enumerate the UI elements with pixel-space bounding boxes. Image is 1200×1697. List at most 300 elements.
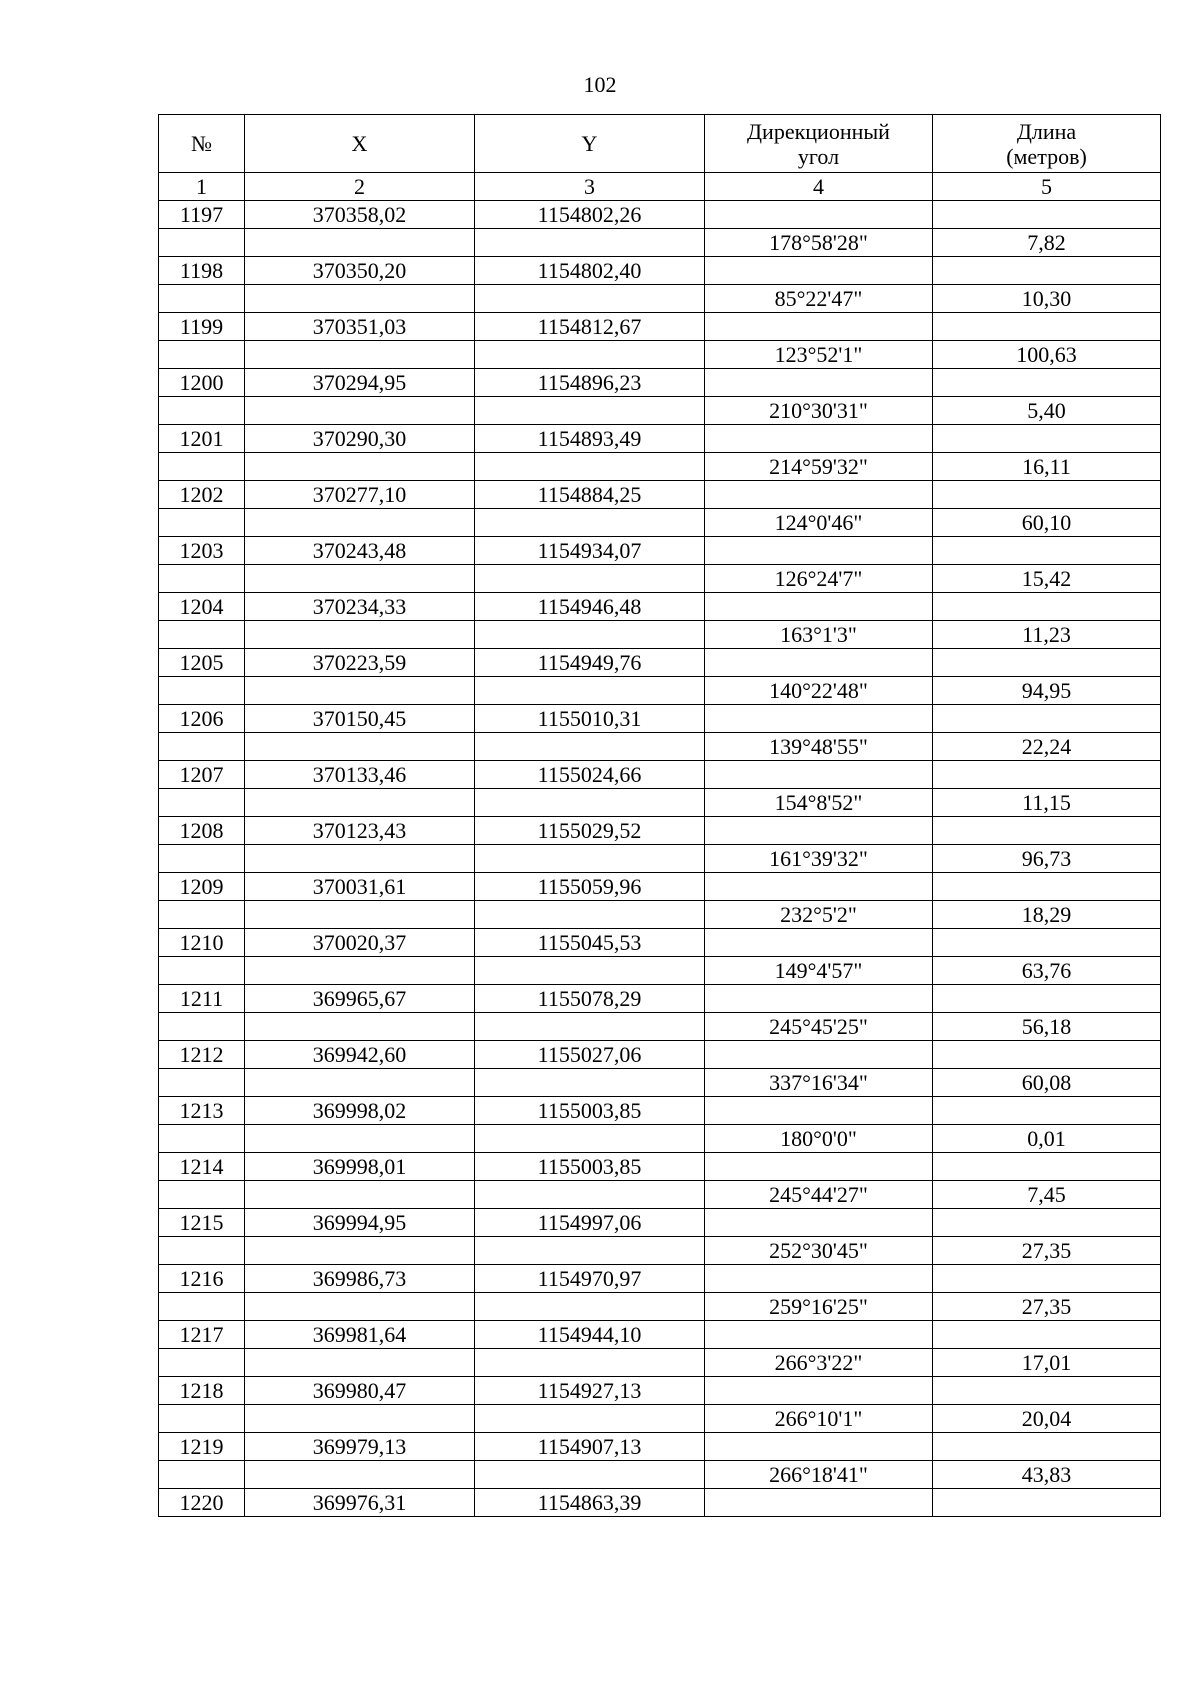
point-row <box>159 593 1161 621</box>
empty-cell <box>475 1405 705 1433</box>
segment-angle: 266°10'1" <box>705 1405 933 1433</box>
empty-cell <box>705 1209 933 1237</box>
point-x: 370020,37 <box>245 929 475 957</box>
segment-row <box>159 453 1161 481</box>
segment-row <box>159 1125 1161 1153</box>
empty-cell <box>159 397 245 425</box>
empty-cell <box>159 565 245 593</box>
segment-angle: 266°3'22" <box>705 1349 933 1377</box>
empty-cell <box>933 761 1161 789</box>
point-row <box>159 985 1161 1013</box>
segment-row <box>159 1069 1161 1097</box>
empty-cell <box>159 509 245 537</box>
empty-cell <box>475 453 705 481</box>
segment-row <box>159 1237 1161 1265</box>
point-row <box>159 1041 1161 1069</box>
segment-angle: 85°22'47" <box>705 285 933 313</box>
point-y: 1154927,13 <box>475 1377 705 1405</box>
point-row <box>159 1321 1161 1349</box>
point-y: 1154884,25 <box>475 481 705 509</box>
empty-cell <box>475 229 705 257</box>
empty-cell <box>705 985 933 1013</box>
point-x: 370223,59 <box>245 649 475 677</box>
empty-cell <box>705 369 933 397</box>
empty-cell <box>475 341 705 369</box>
point-number: 1199 <box>159 313 245 341</box>
empty-cell <box>245 397 475 425</box>
segment-length: 56,18 <box>933 1013 1161 1041</box>
segment-length: 20,04 <box>933 1405 1161 1433</box>
segment-angle: 178°58'28" <box>705 229 933 257</box>
segment-angle: 126°24'7" <box>705 565 933 593</box>
empty-cell <box>933 649 1161 677</box>
empty-cell <box>933 985 1161 1013</box>
segment-row <box>159 677 1161 705</box>
point-y: 1154863,39 <box>475 1489 705 1517</box>
point-number: 1200 <box>159 369 245 397</box>
segment-length: 27,35 <box>933 1293 1161 1321</box>
segment-length: 100,63 <box>933 341 1161 369</box>
point-row <box>159 313 1161 341</box>
point-row <box>159 705 1161 733</box>
segment-length: 60,10 <box>933 509 1161 537</box>
point-number: 1204 <box>159 593 245 621</box>
empty-cell <box>705 929 933 957</box>
empty-cell <box>475 1125 705 1153</box>
empty-cell <box>159 1405 245 1433</box>
segment-length: 10,30 <box>933 285 1161 313</box>
empty-cell <box>245 789 475 817</box>
segment-length: 60,08 <box>933 1069 1161 1097</box>
segment-row <box>159 397 1161 425</box>
empty-cell <box>159 789 245 817</box>
point-x: 370294,95 <box>245 369 475 397</box>
empty-cell <box>705 257 933 285</box>
header-length <box>933 115 1161 173</box>
segment-angle: 252°30'45" <box>705 1237 933 1265</box>
empty-cell <box>933 817 1161 845</box>
empty-cell <box>159 901 245 929</box>
column-number: 2 <box>245 173 475 201</box>
point-number: 1202 <box>159 481 245 509</box>
header-length-line2: (метров) <box>1006 143 1087 169</box>
header-direction-angle-line1: Дирекционный <box>747 118 890 144</box>
segment-length: 7,45 <box>933 1181 1161 1209</box>
segment-length: 63,76 <box>933 957 1161 985</box>
point-number: 1213 <box>159 1097 245 1125</box>
segment-row <box>159 901 1161 929</box>
empty-cell <box>933 873 1161 901</box>
header-y: Y <box>475 115 705 173</box>
point-x: 369994,95 <box>245 1209 475 1237</box>
empty-cell <box>245 845 475 873</box>
point-x: 370123,43 <box>245 817 475 845</box>
point-y: 1154907,13 <box>475 1433 705 1461</box>
segment-angle: 154°8'52" <box>705 789 933 817</box>
empty-cell <box>933 1377 1161 1405</box>
empty-cell <box>245 1125 475 1153</box>
column-number: 1 <box>159 173 245 201</box>
point-y: 1155078,29 <box>475 985 705 1013</box>
point-row <box>159 425 1161 453</box>
empty-cell <box>933 425 1161 453</box>
segment-length: 18,29 <box>933 901 1161 929</box>
segment-row <box>159 733 1161 761</box>
segment-angle: 161°39'32" <box>705 845 933 873</box>
point-row <box>159 873 1161 901</box>
empty-cell <box>705 649 933 677</box>
segment-angle: 337°16'34" <box>705 1069 933 1097</box>
empty-cell <box>475 957 705 985</box>
point-y: 1155003,85 <box>475 1097 705 1125</box>
point-x: 369979,13 <box>245 1433 475 1461</box>
segment-length: 11,15 <box>933 789 1161 817</box>
empty-cell <box>245 1069 475 1097</box>
segment-length: 96,73 <box>933 845 1161 873</box>
empty-cell <box>245 565 475 593</box>
column-number: 4 <box>705 173 933 201</box>
column-number: 3 <box>475 173 705 201</box>
empty-cell <box>159 453 245 481</box>
header-direction-angle <box>705 115 933 173</box>
segment-row <box>159 285 1161 313</box>
segment-angle: 180°0'0" <box>705 1125 933 1153</box>
empty-cell <box>475 1349 705 1377</box>
empty-cell <box>159 1069 245 1097</box>
empty-cell <box>159 1237 245 1265</box>
segment-angle: 232°5'2" <box>705 901 933 929</box>
empty-cell <box>933 1433 1161 1461</box>
empty-cell <box>705 1433 933 1461</box>
segment-angle: 139°48'55" <box>705 733 933 761</box>
point-y: 1154970,97 <box>475 1265 705 1293</box>
point-number: 1220 <box>159 1489 245 1517</box>
empty-cell <box>245 341 475 369</box>
empty-cell <box>159 621 245 649</box>
segment-row <box>159 341 1161 369</box>
point-y: 1154802,40 <box>475 257 705 285</box>
empty-cell <box>159 229 245 257</box>
empty-cell <box>705 705 933 733</box>
empty-cell <box>705 1041 933 1069</box>
segment-length: 0,01 <box>933 1125 1161 1153</box>
point-y: 1154997,06 <box>475 1209 705 1237</box>
point-number: 1203 <box>159 537 245 565</box>
point-x: 369976,31 <box>245 1489 475 1517</box>
segment-row <box>159 1181 1161 1209</box>
point-y: 1154812,67 <box>475 313 705 341</box>
segment-length: 94,95 <box>933 677 1161 705</box>
empty-cell <box>475 1069 705 1097</box>
header-x: X <box>245 115 475 173</box>
empty-cell <box>705 1265 933 1293</box>
point-x: 370290,30 <box>245 425 475 453</box>
empty-cell <box>245 1013 475 1041</box>
empty-cell <box>475 397 705 425</box>
point-y: 1155029,52 <box>475 817 705 845</box>
empty-cell <box>159 1461 245 1489</box>
point-number: 1206 <box>159 705 245 733</box>
empty-cell <box>705 1377 933 1405</box>
empty-cell <box>475 733 705 761</box>
segment-angle: 259°16'25" <box>705 1293 933 1321</box>
empty-cell <box>933 369 1161 397</box>
point-number: 1201 <box>159 425 245 453</box>
empty-cell <box>475 845 705 873</box>
point-y: 1154893,49 <box>475 425 705 453</box>
empty-cell <box>933 313 1161 341</box>
empty-cell <box>475 1293 705 1321</box>
empty-cell <box>933 1489 1161 1517</box>
table-header-row <box>159 115 1161 173</box>
point-number: 1197 <box>159 201 245 229</box>
point-row <box>159 1097 1161 1125</box>
empty-cell <box>159 1181 245 1209</box>
point-x: 370351,03 <box>245 313 475 341</box>
segment-row <box>159 565 1161 593</box>
point-row <box>159 481 1161 509</box>
point-y: 1155024,66 <box>475 761 705 789</box>
empty-cell <box>705 481 933 509</box>
point-x: 369986,73 <box>245 1265 475 1293</box>
point-number: 1211 <box>159 985 245 1013</box>
segment-row <box>159 509 1161 537</box>
point-row <box>159 1265 1161 1293</box>
point-row <box>159 649 1161 677</box>
empty-cell <box>475 509 705 537</box>
empty-cell <box>245 1237 475 1265</box>
empty-cell <box>705 1097 933 1125</box>
segment-row <box>159 789 1161 817</box>
point-x: 370234,33 <box>245 593 475 621</box>
point-y: 1154944,10 <box>475 1321 705 1349</box>
point-x: 370150,45 <box>245 705 475 733</box>
empty-cell <box>475 285 705 313</box>
column-number: 5 <box>933 173 1161 201</box>
point-y: 1154949,76 <box>475 649 705 677</box>
point-number: 1198 <box>159 257 245 285</box>
segment-row <box>159 1405 1161 1433</box>
point-number: 1212 <box>159 1041 245 1069</box>
empty-cell <box>705 761 933 789</box>
empty-cell <box>933 1153 1161 1181</box>
empty-cell <box>245 957 475 985</box>
point-row <box>159 257 1161 285</box>
empty-cell <box>475 565 705 593</box>
empty-cell <box>705 537 933 565</box>
empty-cell <box>475 1181 705 1209</box>
empty-cell <box>705 1321 933 1349</box>
empty-cell <box>245 1293 475 1321</box>
table-body <box>159 201 1161 1517</box>
empty-cell <box>475 677 705 705</box>
point-y: 1154934,07 <box>475 537 705 565</box>
point-y: 1155027,06 <box>475 1041 705 1069</box>
point-row <box>159 761 1161 789</box>
point-x: 369981,64 <box>245 1321 475 1349</box>
header-length-line1: Длина <box>1016 118 1077 144</box>
point-number: 1217 <box>159 1321 245 1349</box>
empty-cell <box>705 201 933 229</box>
empty-cell <box>245 1181 475 1209</box>
empty-cell <box>705 873 933 901</box>
empty-cell <box>933 537 1161 565</box>
point-y: 1154896,23 <box>475 369 705 397</box>
empty-cell <box>933 705 1161 733</box>
segment-length: 22,24 <box>933 733 1161 761</box>
point-y: 1155059,96 <box>475 873 705 901</box>
empty-cell <box>475 621 705 649</box>
empty-cell <box>933 481 1161 509</box>
point-y: 1155003,85 <box>475 1153 705 1181</box>
segment-row <box>159 845 1161 873</box>
point-y: 1154802,26 <box>475 201 705 229</box>
segment-angle: 149°4'57" <box>705 957 933 985</box>
empty-cell <box>245 1461 475 1489</box>
point-x: 369998,01 <box>245 1153 475 1181</box>
empty-cell <box>475 901 705 929</box>
empty-cell <box>159 285 245 313</box>
segment-angle: 266°18'41" <box>705 1461 933 1489</box>
point-number: 1216 <box>159 1265 245 1293</box>
empty-cell <box>933 1097 1161 1125</box>
point-row <box>159 1433 1161 1461</box>
empty-cell <box>933 593 1161 621</box>
empty-cell <box>705 817 933 845</box>
point-x: 369942,60 <box>245 1041 475 1069</box>
point-x: 370243,48 <box>245 537 475 565</box>
empty-cell <box>245 1349 475 1377</box>
point-y: 1155010,31 <box>475 705 705 733</box>
empty-cell <box>159 341 245 369</box>
point-row <box>159 1209 1161 1237</box>
empty-cell <box>159 1349 245 1377</box>
empty-cell <box>245 677 475 705</box>
point-number: 1215 <box>159 1209 245 1237</box>
point-number: 1205 <box>159 649 245 677</box>
point-x: 369980,47 <box>245 1377 475 1405</box>
point-number: 1209 <box>159 873 245 901</box>
empty-cell <box>475 789 705 817</box>
empty-cell <box>933 929 1161 957</box>
point-x: 370277,10 <box>245 481 475 509</box>
segment-row <box>159 1013 1161 1041</box>
empty-cell <box>245 621 475 649</box>
empty-cell <box>245 285 475 313</box>
empty-cell <box>159 845 245 873</box>
segment-row <box>159 621 1161 649</box>
segment-angle: 245°44'27" <box>705 1181 933 1209</box>
empty-cell <box>933 1265 1161 1293</box>
point-y: 1155045,53 <box>475 929 705 957</box>
point-row <box>159 1377 1161 1405</box>
empty-cell <box>933 201 1161 229</box>
point-row <box>159 201 1161 229</box>
segment-length: 5,40 <box>933 397 1161 425</box>
page-number: 102 <box>583 72 617 97</box>
empty-cell <box>159 957 245 985</box>
point-x: 369998,02 <box>245 1097 475 1125</box>
point-x: 369965,67 <box>245 985 475 1013</box>
point-number: 1207 <box>159 761 245 789</box>
segment-row <box>159 957 1161 985</box>
segment-length: 17,01 <box>933 1349 1161 1377</box>
empty-cell <box>475 1461 705 1489</box>
point-number: 1208 <box>159 817 245 845</box>
segment-length: 7,82 <box>933 229 1161 257</box>
point-number: 1219 <box>159 1433 245 1461</box>
point-number: 1210 <box>159 929 245 957</box>
segment-row <box>159 1293 1161 1321</box>
point-row <box>159 537 1161 565</box>
empty-cell <box>475 1237 705 1265</box>
empty-cell <box>705 425 933 453</box>
point-x: 370133,46 <box>245 761 475 789</box>
point-row <box>159 1489 1161 1517</box>
segment-angle: 123°52'1" <box>705 341 933 369</box>
segment-angle: 124°0'46" <box>705 509 933 537</box>
empty-cell <box>933 1209 1161 1237</box>
segment-row <box>159 1461 1161 1489</box>
point-x: 370031,61 <box>245 873 475 901</box>
segment-length: 16,11 <box>933 453 1161 481</box>
coordinates-table <box>158 114 1161 1517</box>
segment-angle: 163°1'3" <box>705 621 933 649</box>
empty-cell <box>245 509 475 537</box>
header-number: № <box>159 115 245 173</box>
empty-cell <box>475 1013 705 1041</box>
segment-row <box>159 229 1161 257</box>
segment-length: 15,42 <box>933 565 1161 593</box>
point-x: 370358,02 <box>245 201 475 229</box>
segment-length: 43,83 <box>933 1461 1161 1489</box>
empty-cell <box>245 229 475 257</box>
segment-angle: 210°30'31" <box>705 397 933 425</box>
empty-cell <box>933 257 1161 285</box>
empty-cell <box>705 1489 933 1517</box>
point-y: 1154946,48 <box>475 593 705 621</box>
empty-cell <box>159 733 245 761</box>
segment-length: 11,23 <box>933 621 1161 649</box>
point-row <box>159 369 1161 397</box>
empty-cell <box>245 1405 475 1433</box>
empty-cell <box>245 901 475 929</box>
empty-cell <box>245 733 475 761</box>
empty-cell <box>933 1321 1161 1349</box>
segment-length: 27,35 <box>933 1237 1161 1265</box>
empty-cell <box>245 453 475 481</box>
empty-cell <box>705 313 933 341</box>
column-number-row <box>159 173 1161 201</box>
empty-cell <box>705 1153 933 1181</box>
point-row <box>159 1153 1161 1181</box>
header-direction-angle-line2: угол <box>797 143 840 169</box>
empty-cell <box>705 593 933 621</box>
point-row <box>159 929 1161 957</box>
empty-cell <box>159 677 245 705</box>
empty-cell <box>933 1041 1161 1069</box>
empty-cell <box>159 1293 245 1321</box>
segment-angle: 140°22'48" <box>705 677 933 705</box>
empty-cell <box>159 1013 245 1041</box>
point-number: 1218 <box>159 1377 245 1405</box>
point-x: 370350,20 <box>245 257 475 285</box>
point-number: 1214 <box>159 1153 245 1181</box>
segment-row <box>159 1349 1161 1377</box>
segment-angle: 245°45'25" <box>705 1013 933 1041</box>
segment-angle: 214°59'32" <box>705 453 933 481</box>
empty-cell <box>159 1125 245 1153</box>
